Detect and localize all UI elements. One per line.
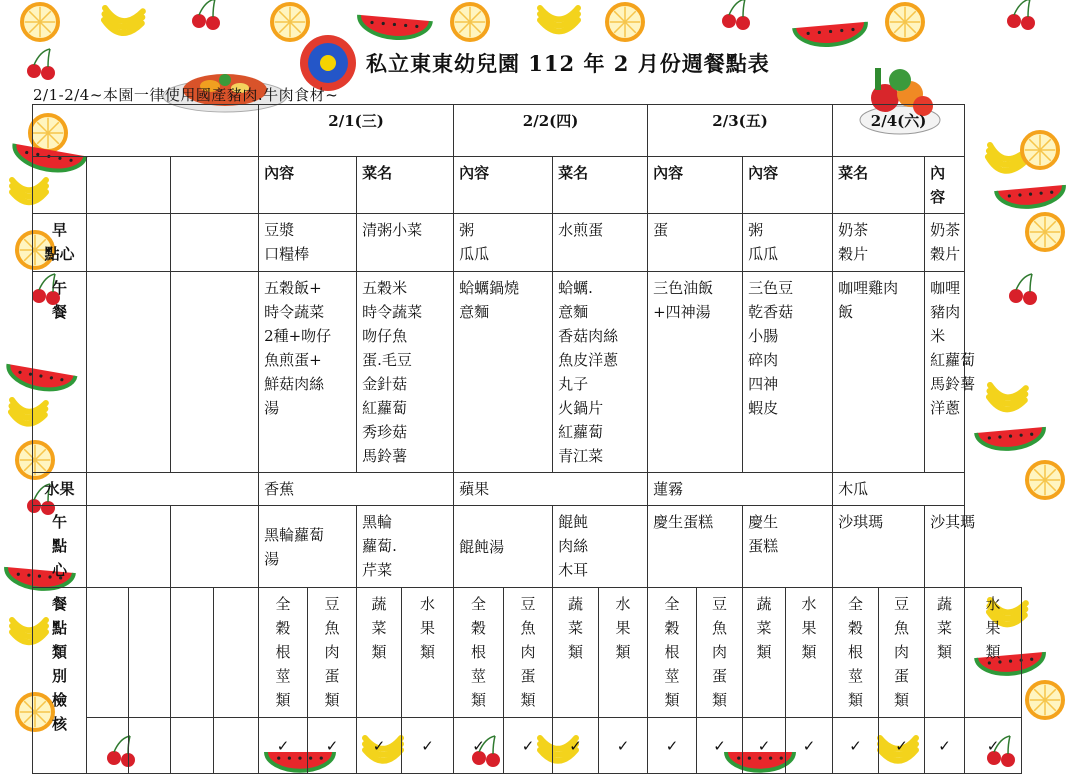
text-line: 菜 [371,619,387,637]
text-line: 根 [664,643,680,661]
text-line: +四神湯 [653,303,711,321]
text-line: 菜 [937,619,953,637]
text-line: 蛋.毛豆 [362,351,412,369]
text-line: 豆 [520,595,536,613]
category-cell [965,588,1022,718]
text-line: 飯 [838,303,854,321]
text-line: 碎肉 [748,351,779,369]
text-line: 三色油飯 [653,279,714,297]
text-line: 類 [615,643,631,661]
column-header: 內容 [925,157,965,214]
text-line: 餛飩湯 [459,537,505,556]
text-line: 肉 [520,643,536,661]
text-line: 黑輪蘿蔔 [264,525,325,544]
text-line: 蛋 [894,667,910,685]
column-header: 內容 [648,157,743,214]
text-line: 莖 [664,667,680,685]
category-cell [504,588,553,718]
column-header: 內容 [743,157,833,214]
text-line: 三色豆 [748,279,794,297]
menu-cell [648,506,743,588]
category-cell [833,588,879,718]
lunch-row [33,272,1022,473]
text-line: 穀片 [930,245,961,263]
text-line: 蛋 [712,667,728,685]
text-line: 根 [275,643,291,661]
menu-cell [357,272,454,473]
text-line: 果 [985,619,1001,637]
text-line: 鮮菇肉絲 [264,375,325,393]
check-mark: ✓ [786,718,833,774]
text-line: 五穀米 [362,279,408,297]
text-line: 魚皮洋蔥 [558,351,619,369]
menu-cell [357,214,454,272]
column-header: 菜名 [357,157,454,214]
text-line: 蛋 [324,667,340,685]
check-mark: ✓ [553,718,599,774]
text-line: 類 [520,691,536,709]
text-line: 肉 [712,643,728,661]
check-mark: ✓ [504,718,553,774]
text-line: 紅蘿蔔 [558,423,604,441]
text-line: 湯 [264,549,280,568]
text-line: 蔬 [937,595,953,613]
kindergarten-logo-icon [300,35,356,91]
row-label-category-check: 餐 點 類 別 檢 核 [33,588,87,774]
text-line: 類 [756,643,772,661]
text-line: 類 [420,643,436,661]
category-cell [402,588,454,718]
text-line: 類 [275,691,291,709]
text-line: 意麵 [459,303,490,321]
fruit-row [33,473,1022,506]
text-line: 菜 [568,619,584,637]
text-line: 木耳 [558,561,589,579]
check-mark: ✓ [925,718,965,774]
text-line: 水 [615,595,631,613]
text-line: 穀片 [838,245,869,263]
check-mark: ✓ [648,718,697,774]
checkmark-row [33,718,1022,774]
text-line: 類 [371,643,387,661]
text-line: 肉絲 [558,537,589,555]
category-cell [648,588,697,718]
text-line: 慶生蛋糕 [653,513,714,531]
menu-cell [553,272,648,473]
text-line: 類 [664,691,680,709]
text-line: 粥 [748,221,764,239]
text-line: 魚 [520,619,536,637]
check-mark: ✓ [259,718,308,774]
text-line: 莖 [848,667,864,685]
column-header: 內容 [454,157,553,214]
fruit-cell: 蘋果 [454,473,648,506]
row-label-afternoon-snack: 午 點 心 [33,506,87,588]
menu-cell [833,272,925,473]
row-label-fruit: 水果 [33,473,87,506]
day-header: 2/1(三) [259,105,454,157]
text-line: 小腸 [748,327,779,345]
text-line: 豆 [894,595,910,613]
check-mark: ✓ [697,718,743,774]
text-line: 奶茶 [930,221,961,239]
text-line: 魚 [894,619,910,637]
text-line: 全 [664,595,680,613]
check-mark: ✓ [308,718,357,774]
text-line: 時令蔬菜 [362,303,423,321]
text-line: 芹菜 [362,561,393,579]
text-line: 魚煎蛋+ [264,351,322,369]
text-line: 蔬 [756,595,772,613]
text-line: 蛋糕 [748,537,779,555]
text-line: 沙琪瑪 [838,513,884,531]
category-cell [697,588,743,718]
text-line: 咖哩雞肉 [838,279,899,297]
text-line: 紅蘿蔔 [930,351,976,369]
category-cell [454,588,504,718]
menu-cell [925,272,976,473]
text-line: 蝦皮 [748,399,779,417]
text-line: 類 [985,643,1001,661]
category-cell [357,588,402,718]
text-line: 馬鈴薯 [362,447,408,465]
text-line: 金針菇 [362,375,408,393]
category-cell [786,588,833,718]
text-line: 香菇肉絲 [558,327,619,345]
date-row [33,105,1022,157]
text-line: 類 [324,691,340,709]
text-line: 根 [471,643,487,661]
text-line: 果 [615,619,631,637]
category-cell [553,588,599,718]
row-label-lunch: 午 餐 [33,272,87,473]
text-line: 果 [801,619,817,637]
text-line: 穀 [471,619,487,637]
menu-note: 2/1-2/4~本園一律使用國產豬肉.牛肉食材~ [33,86,339,104]
row-label-breakfast: 早 點心 [33,214,87,272]
text-line: 蔬 [371,595,387,613]
text-line: 丸子 [558,375,589,393]
menu-cell [553,214,648,272]
text-line: 2種+吻仔 [264,327,332,345]
check-mark: ✓ [599,718,648,774]
menu-cell [454,214,553,272]
menu-cell [833,506,925,588]
text-line: 吻仔魚 [362,327,408,345]
menu-cell [553,506,648,588]
text-line: 豆漿 [264,221,295,239]
page-title: 私立東東幼兒園 112 年 2 月份週餐點表 [366,51,770,76]
text-line: 五穀飯+ [264,279,322,297]
menu-cell [454,506,553,588]
text-line: 乾香菇 [748,303,794,321]
day-header: 2/2(四) [454,105,648,157]
menu-cell [743,214,833,272]
text-line: 米 [930,327,946,345]
menu-cell [648,214,743,272]
fruit-cell: 蓮霧 [648,473,833,506]
text-line: 紅蘿蔔 [362,399,408,417]
text-line: 餛飩 [558,513,589,531]
text-line: 粥 [459,221,475,239]
text-line: 類 [894,691,910,709]
text-line: 水 [985,595,1001,613]
text-line: 馬鈴薯 [930,375,976,393]
fruit-cell: 香蕉 [259,473,454,506]
text-line: 秀珍菇 [362,423,408,441]
column-header: 菜名 [833,157,925,214]
text-line: 類 [568,643,584,661]
text-line: 咖哩 [930,279,961,297]
afternoon-snack-row [33,506,1022,588]
check-mark: ✓ [454,718,504,774]
day-header: 2/3(五) [648,105,833,157]
menu-cell [454,272,553,473]
text-line: 豆 [324,595,340,613]
text-line: 類 [471,691,487,709]
check-mark: ✓ [743,718,786,774]
text-line: 穀 [848,619,864,637]
text-line: 魚 [324,619,340,637]
category-cell [259,588,308,718]
text-line: 蛋 [653,221,669,239]
text-line: 豬肉 [930,303,961,321]
text-line: 蛤蠣鍋燒 [459,279,520,297]
menu-cell [648,272,743,473]
text-line: 時令蔬菜 [264,303,325,321]
category-cell [599,588,648,718]
text-line: 火鍋片 [558,399,604,417]
menu-cell [259,506,357,588]
column-header: 菜名 [553,157,648,214]
breakfast-row [33,214,1022,272]
text-line: 全 [275,595,291,613]
menu-cell [743,272,833,473]
check-mark: ✓ [965,718,1022,774]
text-line: 類 [712,691,728,709]
text-line: 黑輪 [362,513,393,531]
text-line: 清粥小菜 [362,221,423,239]
text-line: 水煎蛋 [558,221,604,239]
category-cell [925,588,965,718]
column-header-row [33,157,1022,214]
text-line: 根 [848,643,864,661]
text-line: 全 [471,595,487,613]
text-line: 類 [937,643,953,661]
text-line: 瓜瓜 [748,245,779,263]
text-line: 奶茶 [838,221,869,239]
text-line: 類 [801,643,817,661]
text-line: 莖 [471,667,487,685]
text-line: 類 [848,691,864,709]
text-line: 口糧棒 [264,245,310,263]
text-line: 豆 [712,595,728,613]
text-line: 沙其瑪 [930,513,976,531]
text-line: 穀 [275,619,291,637]
text-line: 慶生 [748,513,779,531]
menu-cell [833,214,925,272]
check-mark: ✓ [879,718,925,774]
menu-cell [357,506,454,588]
text-line: 莖 [275,667,291,685]
text-line: 菜 [756,619,772,637]
check-mark: ✓ [402,718,454,774]
text-line: 果 [420,619,436,637]
fruit-cell: 木瓜 [833,473,965,506]
text-line: 全 [848,595,864,613]
header [300,38,770,88]
text-line: 穀 [664,619,680,637]
text-line: 肉 [894,643,910,661]
text-line: 水 [420,595,436,613]
menu-cell [925,506,976,588]
category-cell [879,588,925,718]
text-line: 瓜瓜 [459,245,490,263]
text-line: 水 [801,595,817,613]
text-line: 魚 [712,619,728,637]
category-cell [308,588,357,718]
text-line: 湯 [264,399,280,417]
text-line: 青江菜 [558,447,604,465]
menu-cell [743,506,833,588]
check-mark: ✓ [833,718,879,774]
category-check-row [33,588,1022,718]
check-mark: ✓ [357,718,402,774]
column-header: 內容 [259,157,357,214]
category-cell [743,588,786,718]
text-line: 肉 [324,643,340,661]
text-line: 蛋 [520,667,536,685]
day-header: 2/4(六) [833,105,965,157]
text-line: 蛤蠣. [558,279,593,297]
weekly-menu-table [32,104,1022,774]
menu-cell [259,272,357,473]
text-line: 蘿蔔. [362,537,397,555]
text-line: 意麵 [558,303,589,321]
text-line: 蔬 [568,595,584,613]
menu-cell [259,214,357,272]
menu-cell [925,214,965,272]
text-line: 四神 [748,375,779,393]
text-line: 洋蔥 [930,399,961,417]
